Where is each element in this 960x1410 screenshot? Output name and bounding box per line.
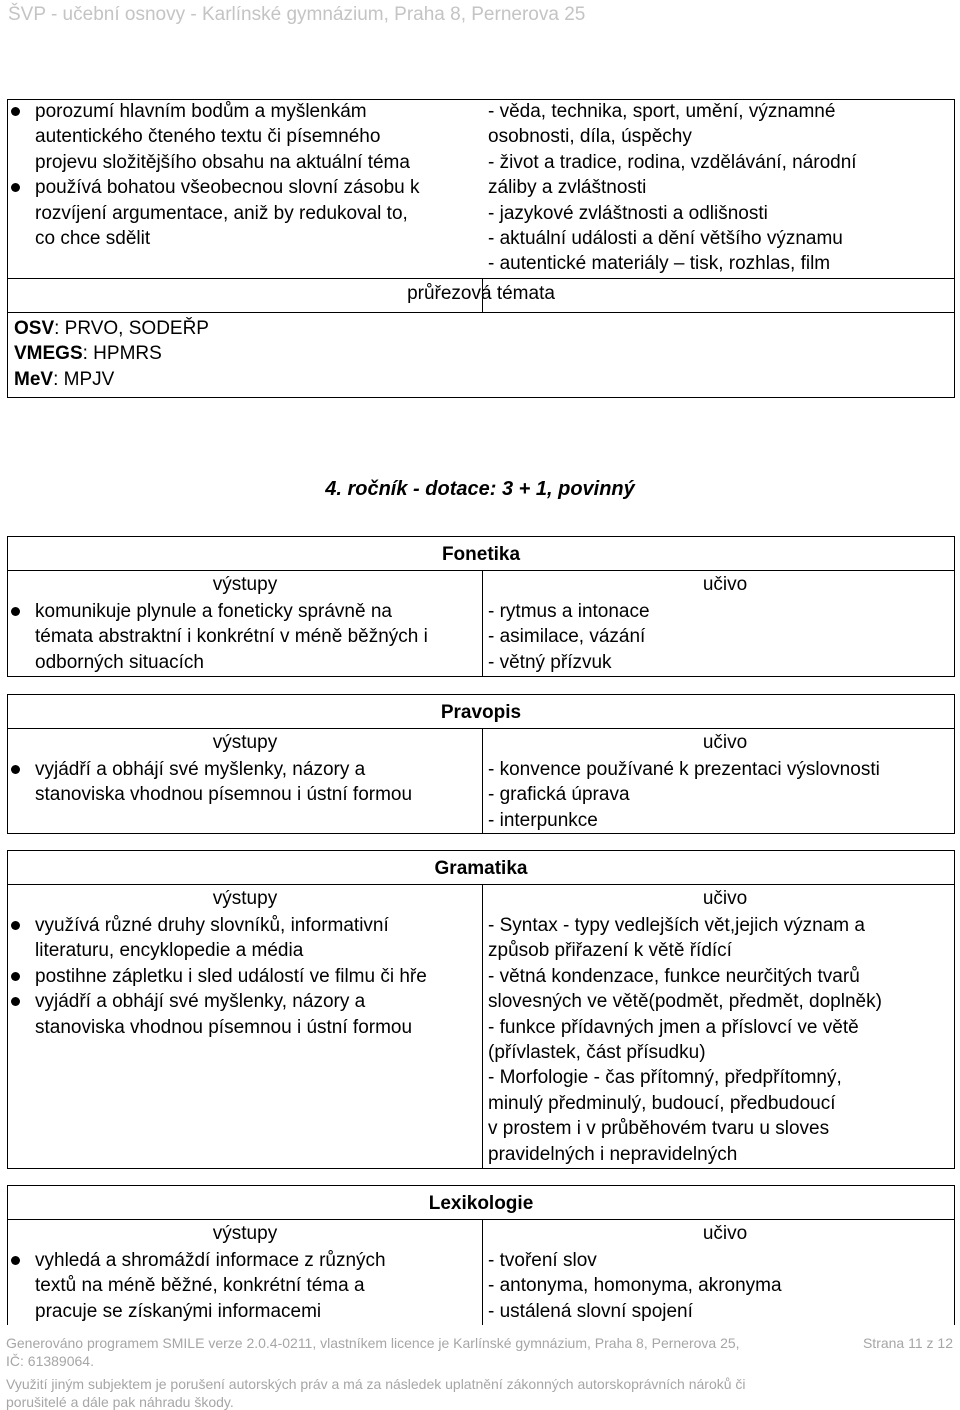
outcome-line: komunikuje plynule a foneticky správně na: [35, 601, 392, 622]
top-outcome-line: co chce sdělit: [35, 228, 151, 250]
cross-topics-divider: [8, 312, 954, 313]
content-line: - Morfologie - čas přítomný, předpřítomný,: [488, 1067, 842, 1089]
content-line: způsob přiřazení k větě řídící: [488, 940, 732, 962]
content-label: učivo: [702, 732, 748, 753]
footer-notice: [6, 1375, 746, 1410]
section-title: Pravopis: [440, 702, 522, 723]
top-outcome-line: používá bohatou všeobecnou slovní zásobu k: [35, 177, 420, 199]
content-line: záliby a zvláštnosti: [488, 177, 647, 199]
top-outcome-line: porozumí hlavním bodům a myšlenkám: [35, 101, 367, 122]
outcome-line: literaturu, encyklopedie a média: [35, 940, 304, 962]
cross-topic-vmegs: VMEGS: HPMRS: [14, 343, 162, 365]
outcome-item: [8, 913, 482, 964]
cross-topics-list: [14, 316, 209, 392]
section-outcomes: [8, 913, 482, 1040]
cross-topic-mev: MeV: MPJV: [14, 368, 115, 390]
content-line: osobnosti, díla, úspěchy: [488, 126, 692, 148]
top-outcome-item: [8, 99, 482, 175]
outcome-item: [8, 1248, 482, 1324]
outcome-line: postihne zápletku i sled událostí ve filmu či hře: [35, 965, 427, 987]
section-gramatika: [7, 850, 955, 1169]
outcome-line: vyhledá a shromáždí informace z různých: [35, 1250, 386, 1271]
footer-generated: [6, 1334, 740, 1370]
cross-topics-label: průřezová témata: [407, 283, 555, 304]
footer-notice-line: Využití jiným subjektem je porušení autorských práv a má za následek uplatnění zákonných autorskoprávních nároků či: [6, 1376, 746, 1392]
top-outcome-line: projevu složitějšího obsahu na aktuální téma: [35, 151, 410, 173]
content-line: minulý předminulý, budoucí, předbudoucí: [488, 1092, 836, 1114]
footer-notice-line: porušitelé a dále pak náhradu škody.: [6, 1394, 234, 1410]
outcomes-label: výstupy: [212, 574, 278, 595]
section-content: [488, 599, 954, 675]
top-outcome-item: [8, 175, 482, 251]
content-line: - interpunkce: [488, 809, 598, 831]
content-line: - tvoření slov: [488, 1250, 597, 1271]
outcome-item: [8, 964, 482, 989]
outcome-line: témata abstraktní i konkrétní v méně běžných i: [35, 626, 428, 648]
outcome-item: [8, 757, 482, 808]
content-line: slovesných ve větě(podmět, předmět, doplněk): [488, 991, 882, 1013]
outcome-line: stanoviska vhodnou písemnou i ústní formou: [35, 1016, 413, 1038]
outcome-item: [8, 989, 482, 1040]
content-line: - věda, technika, sport, umění, významné: [488, 101, 836, 122]
section-content: [488, 757, 954, 833]
content-line: v prostem i v průběhovém tvaru u sloves: [488, 1118, 830, 1140]
content-line: - aktuální události a dění většího významu: [488, 228, 843, 250]
grade-heading: 4. ročník - dotace: 3 + 1, povinný: [325, 478, 635, 500]
footer-page-number: Strana 11 z 12: [862, 1335, 953, 1351]
content-line: pravidelných i nepravidelných: [488, 1143, 738, 1165]
top-outcome-line: rozvíjení argumentace, aniž by redukoval to,: [35, 202, 408, 224]
content-line: - Syntax - typy vedlejších vět,jejich význam a: [488, 915, 865, 936]
section-outcomes: [8, 757, 482, 808]
top-outcomes-list: [8, 99, 482, 251]
content-line: - život a tradice, rodina, vzdělávání, národní: [488, 151, 857, 173]
content-line: - větný přízvuk: [488, 651, 612, 673]
content-line: - jazykové zvláštnosti a odlišnosti: [488, 202, 768, 224]
section-title: Fonetika: [441, 544, 521, 565]
document-header: ŠVP - učební osnovy - Karlínské gymnázium, Praha 8, Pernerova 25: [8, 4, 586, 25]
top-content-list: [488, 99, 954, 277]
outcome-line: textů na méně běžné, konkrétní téma a: [35, 1275, 365, 1297]
top-outcome-line: autentického čteného textu či písemného: [35, 126, 381, 148]
content-line: - antonyma, homonyma, akronyma: [488, 1275, 782, 1297]
content-line: - autentické materiály – tisk, rozhlas, film: [488, 253, 831, 275]
cross-topic-osv: OSV: PRVO, SODEŘP: [14, 318, 209, 339]
content-line: (přívlastek, část přísudku): [488, 1042, 706, 1064]
outcomes-label: výstupy: [212, 888, 278, 909]
outcomes-label: výstupy: [212, 732, 278, 753]
section-lexikologie: [7, 1185, 955, 1325]
section-content: [488, 913, 954, 1167]
section-outcomes: [8, 1248, 482, 1324]
cross-topics-bar: [8, 278, 954, 279]
content-label: učivo: [702, 574, 748, 595]
section-content: [488, 1248, 954, 1324]
footer-generated-line: Generováno programem SMILE verze 2.0.4-0211, vlastníkem licence je Karlínské gymnázium, Praha 8, Pernerova 25,: [6, 1335, 740, 1351]
content-line: - asimilace, vázání: [488, 626, 646, 648]
content-line: - funkce přídavných jmen a příslovcí ve větě: [488, 1016, 859, 1038]
section-outcomes: [8, 599, 482, 675]
content-label: učivo: [702, 1223, 748, 1244]
content-line: - grafická úprava: [488, 784, 630, 806]
outcome-line: využívá různé druhy slovníků, informativní: [35, 915, 389, 936]
content-line: - větná kondenzace, funkce neurčitých tvarů: [488, 965, 860, 987]
outcome-line: stanoviska vhodnou písemnou i ústní formou: [35, 784, 413, 806]
section-title: Lexikologie: [428, 1193, 534, 1214]
outcome-line: vyjádří a obhájí své myšlenky, názory a: [35, 991, 366, 1013]
outcome-line: odborných situacích: [35, 651, 204, 673]
section-title: Gramatika: [434, 858, 528, 879]
content-line: - ustálená slovní spojení: [488, 1300, 693, 1322]
section-fonetika: [7, 536, 955, 677]
content-label: učivo: [702, 888, 748, 909]
content-line: - konvence používané k prezentaci výslovnosti: [488, 759, 880, 780]
outcome-item: [8, 599, 482, 675]
outcomes-label: výstupy: [212, 1223, 278, 1244]
top-outcomes-block: [7, 99, 955, 398]
section-pravopis: [7, 694, 955, 834]
content-line: - rytmus a intonace: [488, 601, 650, 622]
footer-generated-line: IČ: 61389064.: [6, 1353, 94, 1369]
outcome-line: pracuje se získanými informacemi: [35, 1300, 322, 1322]
outcome-line: vyjádří a obhájí své myšlenky, názory a: [35, 759, 366, 780]
